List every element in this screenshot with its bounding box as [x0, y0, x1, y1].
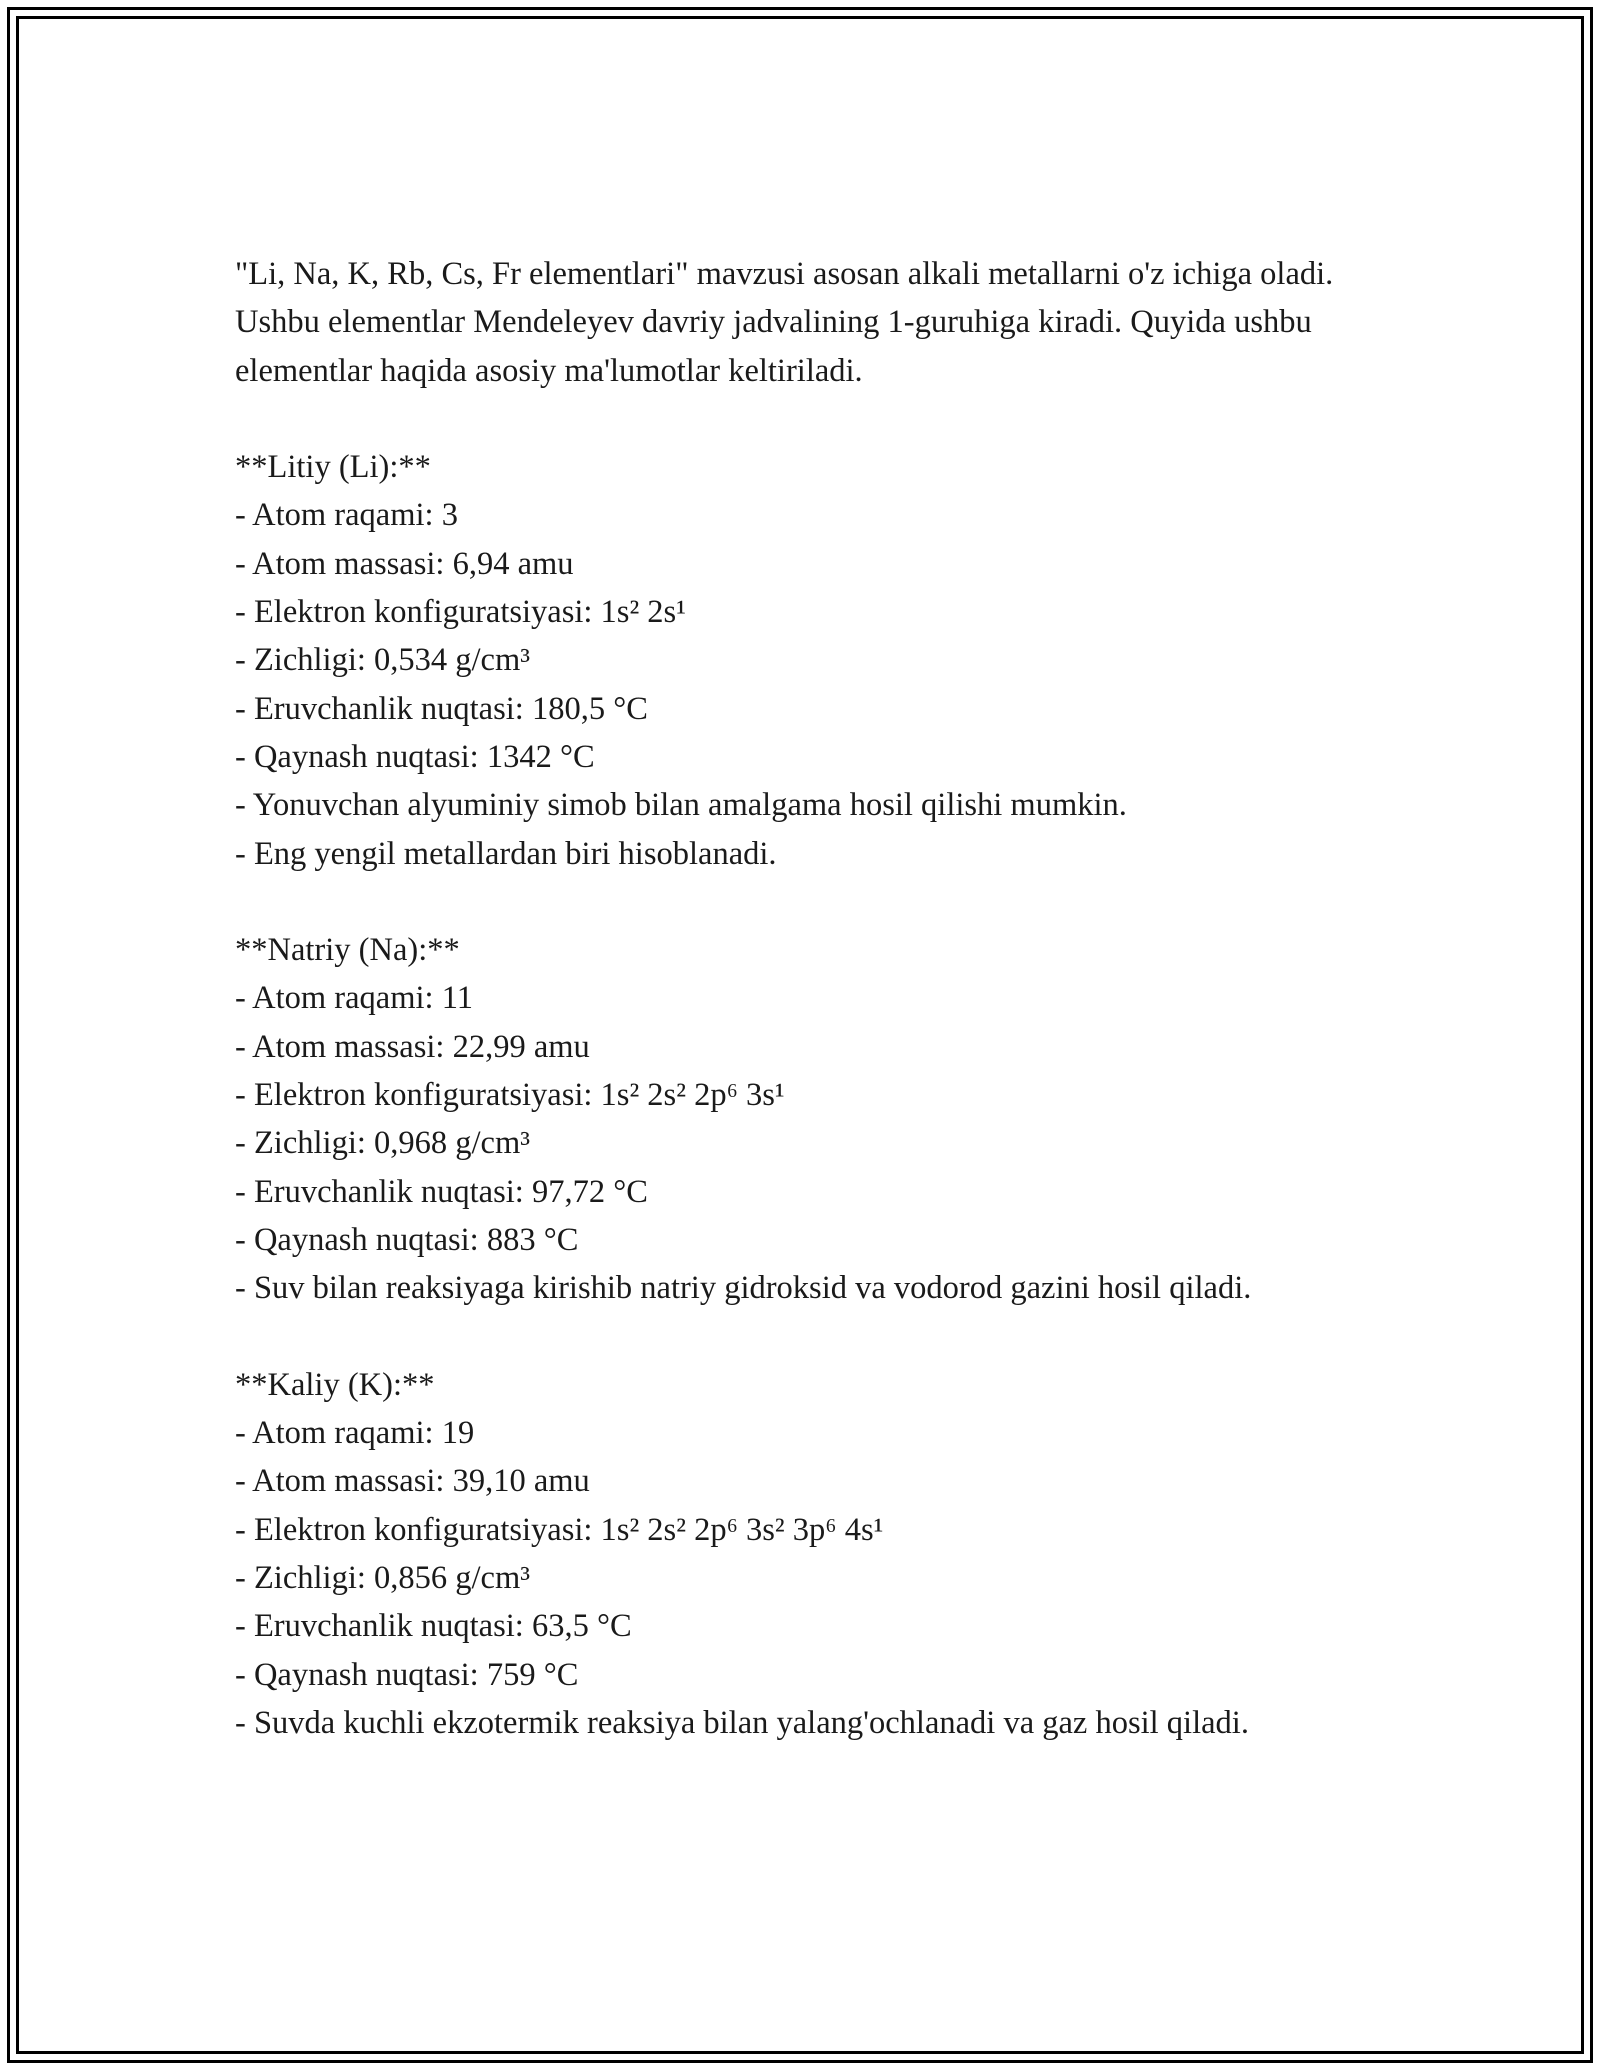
list-item: - Atom massasi: 22,99 amu [235, 1028, 590, 1065]
list-item: - Qaynash nuqtasi: 1342 °C [235, 738, 595, 775]
section-heading: **Litiy (Li):** [235, 449, 431, 486]
list-item: - Qaynash nuqtasi: 883 °C [235, 1221, 579, 1258]
list-item: - Atom raqami: 19 [235, 1415, 475, 1452]
list-item: - Suv bilan reaksiyaga kirishib natriy gidroksid va vodorod gazini hosil qiladi. [235, 1270, 1252, 1307]
list-item: - Elektron konfiguratsiyasi: 1s² 2s¹ [235, 594, 686, 631]
list-item: - Eng yengil metallardan biri hisoblanadi. [235, 835, 777, 872]
section-heading: **Natriy (Na):** [235, 932, 460, 969]
list-item: - Elektron konfiguratsiyasi: 1s² 2s² 2p⁶ 3s¹ [235, 1077, 785, 1114]
list-item: - Atom raqami: 3 [235, 497, 458, 534]
list-item: - Zichligi: 0,534 g/cm³ [235, 642, 530, 679]
section-potassium [235, 1361, 1365, 1747]
list-item: - Elektron konfiguratsiyasi: 1s² 2s² 2p⁶ 3s² 3p⁶ 4s¹ [235, 1511, 884, 1548]
list-item: - Atom massasi: 39,10 amu [235, 1463, 590, 1500]
section-heading: **Kaliy (K):** [235, 1366, 435, 1403]
section-sodium [235, 926, 1365, 1312]
document-body [235, 250, 1365, 1747]
list-item: - Eruvchanlik nuqtasi: 97,72 °C [235, 1173, 648, 1210]
list-item: - Zichligi: 0,968 g/cm³ [235, 1125, 530, 1162]
list-item: - Zichligi: 0,856 g/cm³ [235, 1560, 530, 1597]
list-item: - Atom massasi: 6,94 amu [235, 545, 574, 582]
list-item: - Qaynash nuqtasi: 759 °C [235, 1656, 579, 1693]
list-item: - Atom raqami: 11 [235, 980, 473, 1017]
list-item: - Suvda kuchli ekzotermik reaksiya bilan yalang'ochlanadi va gaz hosil qiladi. [235, 1704, 1249, 1741]
list-item: - Eruvchanlik nuqtasi: 180,5 °C [235, 690, 648, 727]
list-item: - Eruvchanlik nuqtasi: 63,5 °C [235, 1608, 632, 1645]
section-lithium [235, 443, 1365, 878]
list-item: - Yonuvchan alyuminiy simob bilan amalgama hosil qilishi mumkin. [235, 787, 1127, 824]
intro-paragraph: "Li, Na, K, Rb, Cs, Fr elementlari" mavzusi asosan alkali metallarni o'z ichiga oladi. Ushbu elementlar Mendeleyev davriy jadvalining 1-guruhiga kiradi. Quyida ushbu elementlar haqida asosiy ma'lumotlar keltiriladi. [235, 256, 1334, 389]
